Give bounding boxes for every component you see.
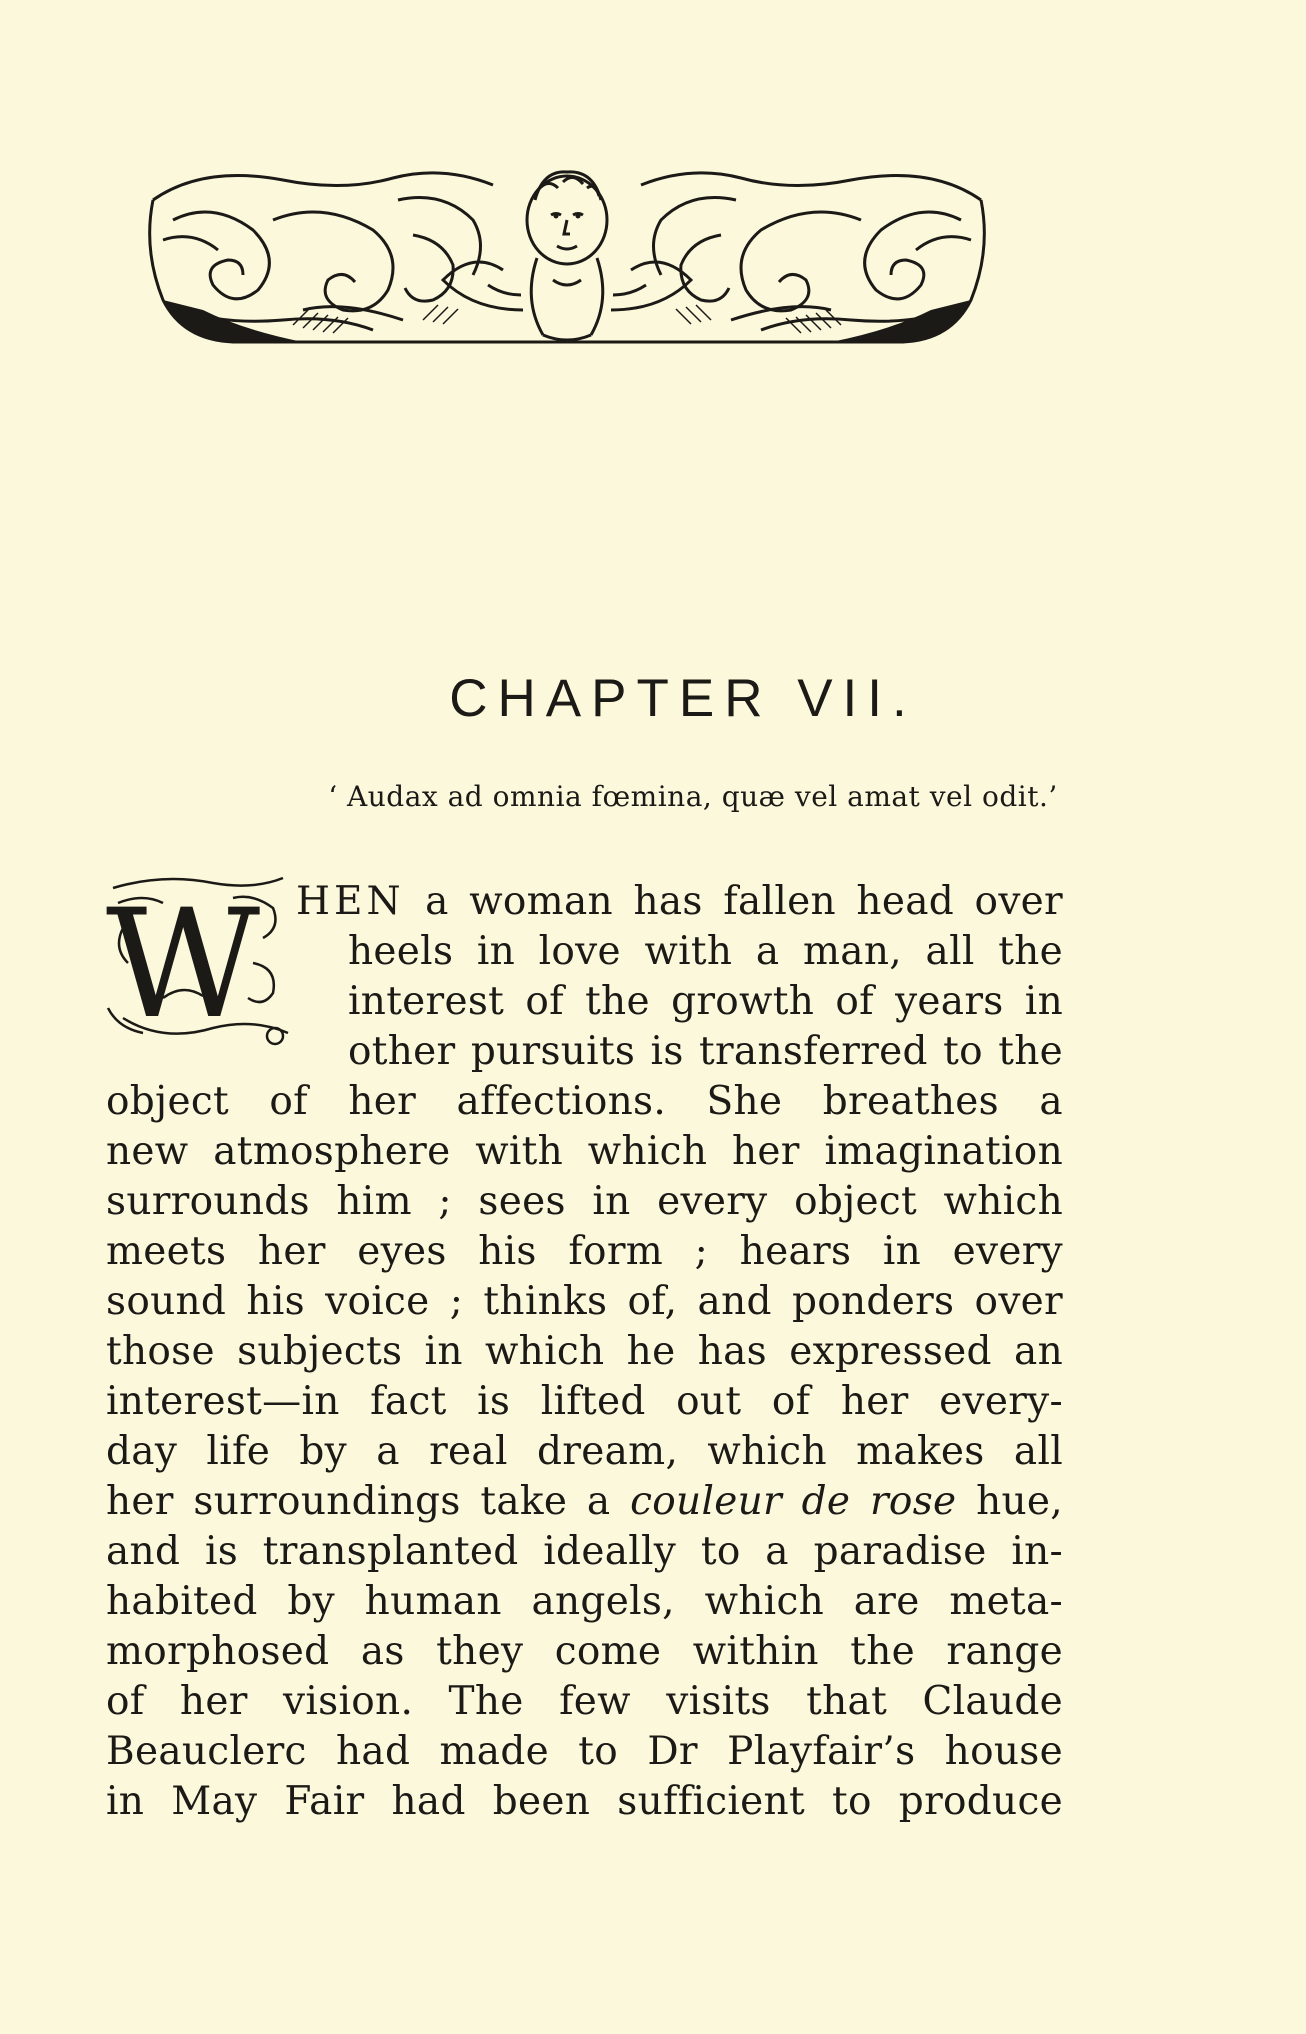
- text-line-16: morphosed as they come within the range: [106, 1629, 1063, 1674]
- text-line-2: heels in love with a man, all the: [348, 929, 1063, 974]
- text-line-18: Beauclerc had made to Dr Playfair’s house: [106, 1729, 1063, 1774]
- text-line-4: other pursuits is transferred to the: [348, 1029, 1063, 1074]
- italic-phrase: couleur de rose: [630, 1479, 957, 1524]
- text-line-1-rest: a woman has fallen head over: [404, 879, 1063, 924]
- text-line-10: those subjects in which he has expressed an: [106, 1329, 1063, 1374]
- ornamental-drop-cap: [103, 868, 293, 1058]
- text-line-5: object of her affections. She breathes a: [106, 1079, 1063, 1124]
- text-line-9: sound his voice ; thinks of, and ponders over: [106, 1279, 1063, 1324]
- text-line-17: of her vision. The few visits that Claude: [106, 1679, 1063, 1724]
- text-line-13: [106, 1479, 1063, 1524]
- text-line-3: interest of the growth of years in: [348, 979, 1063, 1024]
- text-line-14: and is transplanted ideally to a paradise in-: [106, 1529, 1063, 1574]
- text-line-8: meets her eyes his form ; hears in every: [106, 1229, 1063, 1274]
- opening-word-rest: HEN: [296, 879, 405, 924]
- text-line-7: surrounds him ; sees in every object which: [106, 1179, 1063, 1224]
- text-line-6: new atmosphere with which her imagination: [106, 1129, 1063, 1174]
- text-line-15: habited by human angels, which are meta-: [106, 1579, 1063, 1624]
- cherub-headpiece-ornament: [143, 160, 991, 350]
- text-line-13-end: hue,: [956, 1479, 1063, 1524]
- text-line-12: day life by a real dream, which makes all: [106, 1429, 1063, 1474]
- text-line-13-start: her surroundings take a: [106, 1479, 611, 1524]
- chapter-title: CHAPTER VII.: [449, 669, 917, 728]
- text-line-11: interest—in fact is lifted out of her every-: [106, 1379, 1063, 1424]
- text-line-1: [296, 879, 1063, 924]
- drop-cap-letter: W: [105, 878, 261, 1052]
- text-line-19: in May Fair had been sufficient to produce: [106, 1779, 1063, 1824]
- chapter-epigraph: ‘ Audax ad omnia fœmina, quæ vel amat vel odit.’: [328, 780, 1058, 813]
